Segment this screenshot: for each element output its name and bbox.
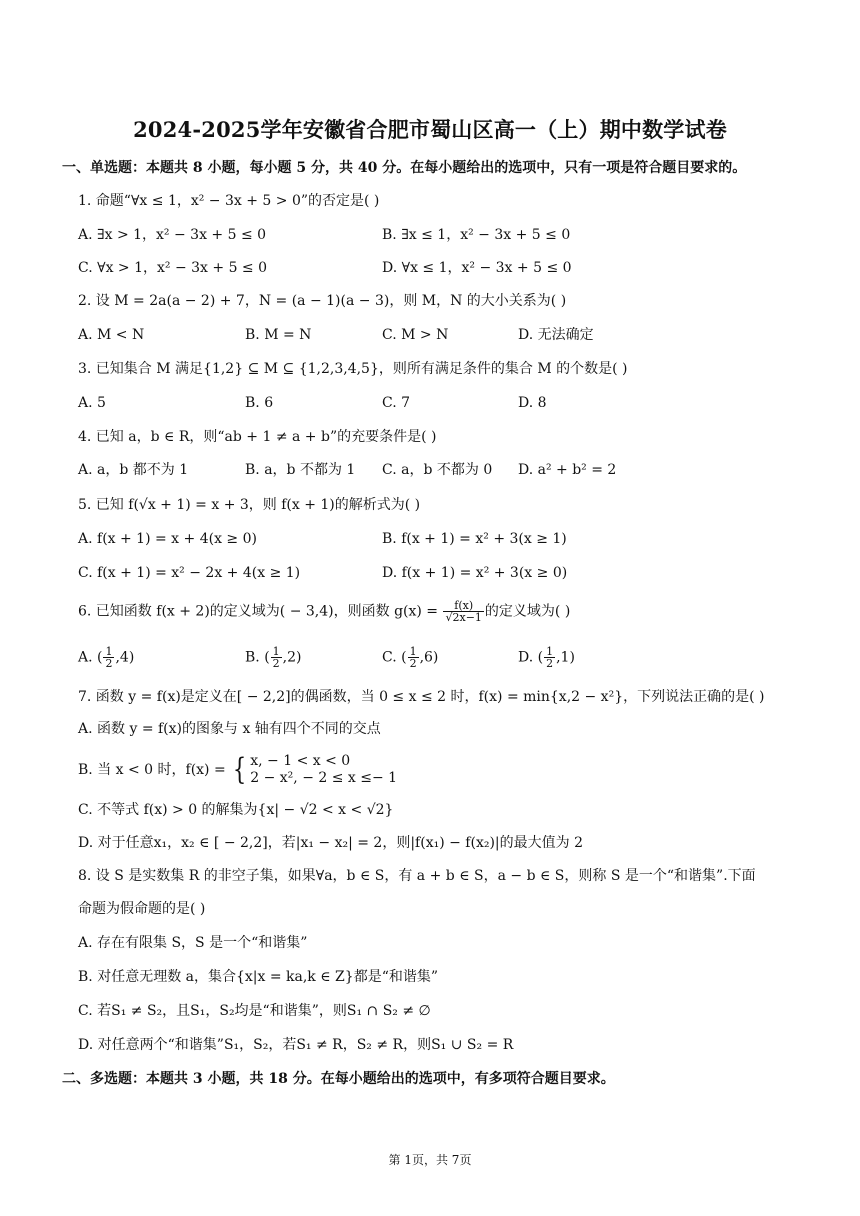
question-1-option-d: D. ∀x ≤ 1，x² − 3x + 5 ≤ 0 xyxy=(382,260,572,276)
fraction-denominator: 2 xyxy=(105,657,113,670)
question-4-option-b: B. a，b 不都为 1 xyxy=(245,462,356,478)
question-5-option-c: C. f(x + 1) = x² − 2x + 4(x ≥ 1) xyxy=(78,565,301,581)
question-4-option-c: C. a，b 不都为 0 xyxy=(382,462,493,478)
question-6-stem-suffix: 的定义域为( ) xyxy=(484,603,571,620)
question-7-stem: 7. 函数 y = f(x)是定义在[ − 2,2]的偶函数，当 0 ≤ x ≤ 2 时，f(x) = min{x,2 − x²}，下列说法正确的是( ) xyxy=(78,689,765,705)
question-6-option-b xyxy=(245,646,301,669)
question-1-option-c: C. ∀x > 1，x² − 3x + 5 ≤ 0 xyxy=(78,260,268,276)
fraction-numerator: 1 xyxy=(105,645,113,658)
question-8-stem-line-2: 命题为假命题的是( ) xyxy=(78,901,206,917)
page-number-footer: 第 1页，共 7页 xyxy=(388,1153,472,1167)
question-4-stem: 4. 已知 a，b ∈ R，则“ab + 1 ≠ a + b”的充要条件是( ) xyxy=(78,429,437,445)
question-3-option-a: A. 5 xyxy=(78,395,106,411)
piecewise-case-1: x, − 1 < x < 0 xyxy=(250,753,351,769)
half-fraction xyxy=(271,646,282,669)
fraction-denominator: 2 xyxy=(409,657,417,670)
question-8-option-d: D. 对任意两个“和谐集”S₁，S₂，若S₁ ≠ R，S₂ ≠ R，则S₁ ∪ S₂ = R xyxy=(78,1037,514,1053)
question-2-option-c: C. M > N xyxy=(382,327,449,343)
question-8-option-a: A. 存在有限集 S，S 是一个“和谐集” xyxy=(78,935,308,951)
option-prefix: C. ( xyxy=(382,649,407,666)
question-8-stem-line-1: 8. 设 S 是实数集 R 的非空子集，如果∀a，b ∈ S，有 a + b ∈ S，a − b ∈ S，则称 S 是一个“和谐集”.下面 xyxy=(78,868,756,884)
piecewise-cases xyxy=(250,753,397,787)
question-2-option-a: A. M < N xyxy=(78,327,145,343)
option-suffix: ,4) xyxy=(115,649,135,666)
section-multiple-choice-heading: 二、多选题：本题共 3 小题，共 18 分。在每小题给出的选项中，有多项符合题目要求。 xyxy=(62,1071,615,1087)
fraction-numerator: 1 xyxy=(546,645,554,658)
question-3-stem: 3. 已知集合 M 满足{1,2} ⊆ M ⊆ {1,2,3,4,5}，则所有满足条件的集合 M 的个数是( ) xyxy=(78,361,628,377)
question-2-option-b: B. M = N xyxy=(245,327,312,343)
question-7-option-a: A. 函数 y = f(x)的图象与 x 轴有四个不同的交点 xyxy=(78,721,381,737)
question-4-option-d: D. a² + b² = 2 xyxy=(518,462,617,478)
fraction-denominator: 2 xyxy=(272,657,280,670)
fraction-numerator: 1 xyxy=(272,645,280,658)
option-suffix: ,6) xyxy=(419,649,439,666)
question-4-option-a: A. a，b 都不为 1 xyxy=(78,462,189,478)
fraction-denominator: √2x−1 xyxy=(445,611,482,624)
question-7-option-d: D. 对于任意x₁，x₂ ∈ [ − 2,2]，若|x₁ − x₂| = 2，则|f(x₁) − f(x₂)|的最大值为 2 xyxy=(78,835,583,851)
piecewise-case-2: 2 − x², − 2 ≤ x ≤− 1 xyxy=(250,770,398,786)
option-prefix: B. 当 x < 0 时，f(x) = xyxy=(78,762,231,778)
option-prefix: A. ( xyxy=(78,649,103,666)
question-3-option-b: B. 6 xyxy=(245,395,274,411)
question-1-option-a: A. ∃x > 1，x² − 3x + 5 ≤ 0 xyxy=(78,227,267,243)
half-fraction xyxy=(408,646,419,669)
option-suffix: ,2) xyxy=(282,649,302,666)
question-6-option-c xyxy=(382,646,438,669)
option-prefix: B. ( xyxy=(245,649,270,666)
question-6-option-a xyxy=(78,646,134,669)
half-fraction xyxy=(103,646,114,669)
question-7-option-c: C. 不等式 f(x) > 0 的解集为{x| − √2 < x < √2} xyxy=(78,802,394,818)
left-brace-icon: { xyxy=(233,752,247,787)
question-2-option-d: D. 无法确定 xyxy=(518,327,594,343)
half-fraction xyxy=(544,646,555,669)
question-2-stem: 2. 设 M = 2a(a − 2) + 7，N = (a − 1)(a − 3)，则 M，N 的大小关系为( ) xyxy=(78,293,567,309)
question-1-stem: 1. 命题“∀x ≤ 1，x² − 3x + 5 > 0”的否定是( ) xyxy=(78,193,380,209)
question-5-stem: 5. 已知 f(√x + 1) = x + 3，则 f(x + 1)的解析式为( ) xyxy=(78,497,421,513)
fraction-denominator: 2 xyxy=(546,657,554,670)
question-1-option-b: B. ∃x ≤ 1，x² − 3x + 5 ≤ 0 xyxy=(382,227,571,243)
option-prefix: D. ( xyxy=(518,649,544,666)
question-6-fraction xyxy=(443,600,483,623)
option-suffix: ,1) xyxy=(556,649,575,666)
question-8-option-b: B. 对任意无理数 a，集合{x|x = ka,k ∈ Z}都是“和谐集” xyxy=(78,969,439,985)
question-8-option-c: C. 若S₁ ≠ S₂，且S₁，S₂均是“和谐集”，则S₁ ∩ S₂ ≠ ∅ xyxy=(78,1003,431,1019)
question-6-option-d xyxy=(518,646,575,669)
question-3-option-d: D. 8 xyxy=(518,395,547,411)
question-6-stem xyxy=(78,600,570,623)
section-single-choice-heading: 一、单选题：本题共 8 小题，每小题 5 分，共 40 分。在每小题给出的选项中，只有一项是符合题目要求的。 xyxy=(62,160,747,176)
question-5-option-d: D. f(x + 1) = x² + 3(x ≥ 0) xyxy=(382,565,568,581)
question-5-option-a: A. f(x + 1) = x + 4(x ≥ 0) xyxy=(78,531,257,547)
question-3-option-c: C. 7 xyxy=(382,395,411,411)
exam-title: 2024-2025学年安徽省合肥市蜀山区高一（上）期中数学试卷 xyxy=(133,117,727,142)
question-7-option-b xyxy=(78,753,397,787)
fraction-numerator: 1 xyxy=(409,645,417,658)
fraction-numerator: f(x) xyxy=(443,600,483,612)
question-5-option-b: B. f(x + 1) = x² + 3(x ≥ 1) xyxy=(382,531,567,547)
question-6-stem-prefix: 6. 已知函数 f(x + 2)的定义域为( − 3,4)，则函数 g(x) = xyxy=(78,603,443,620)
